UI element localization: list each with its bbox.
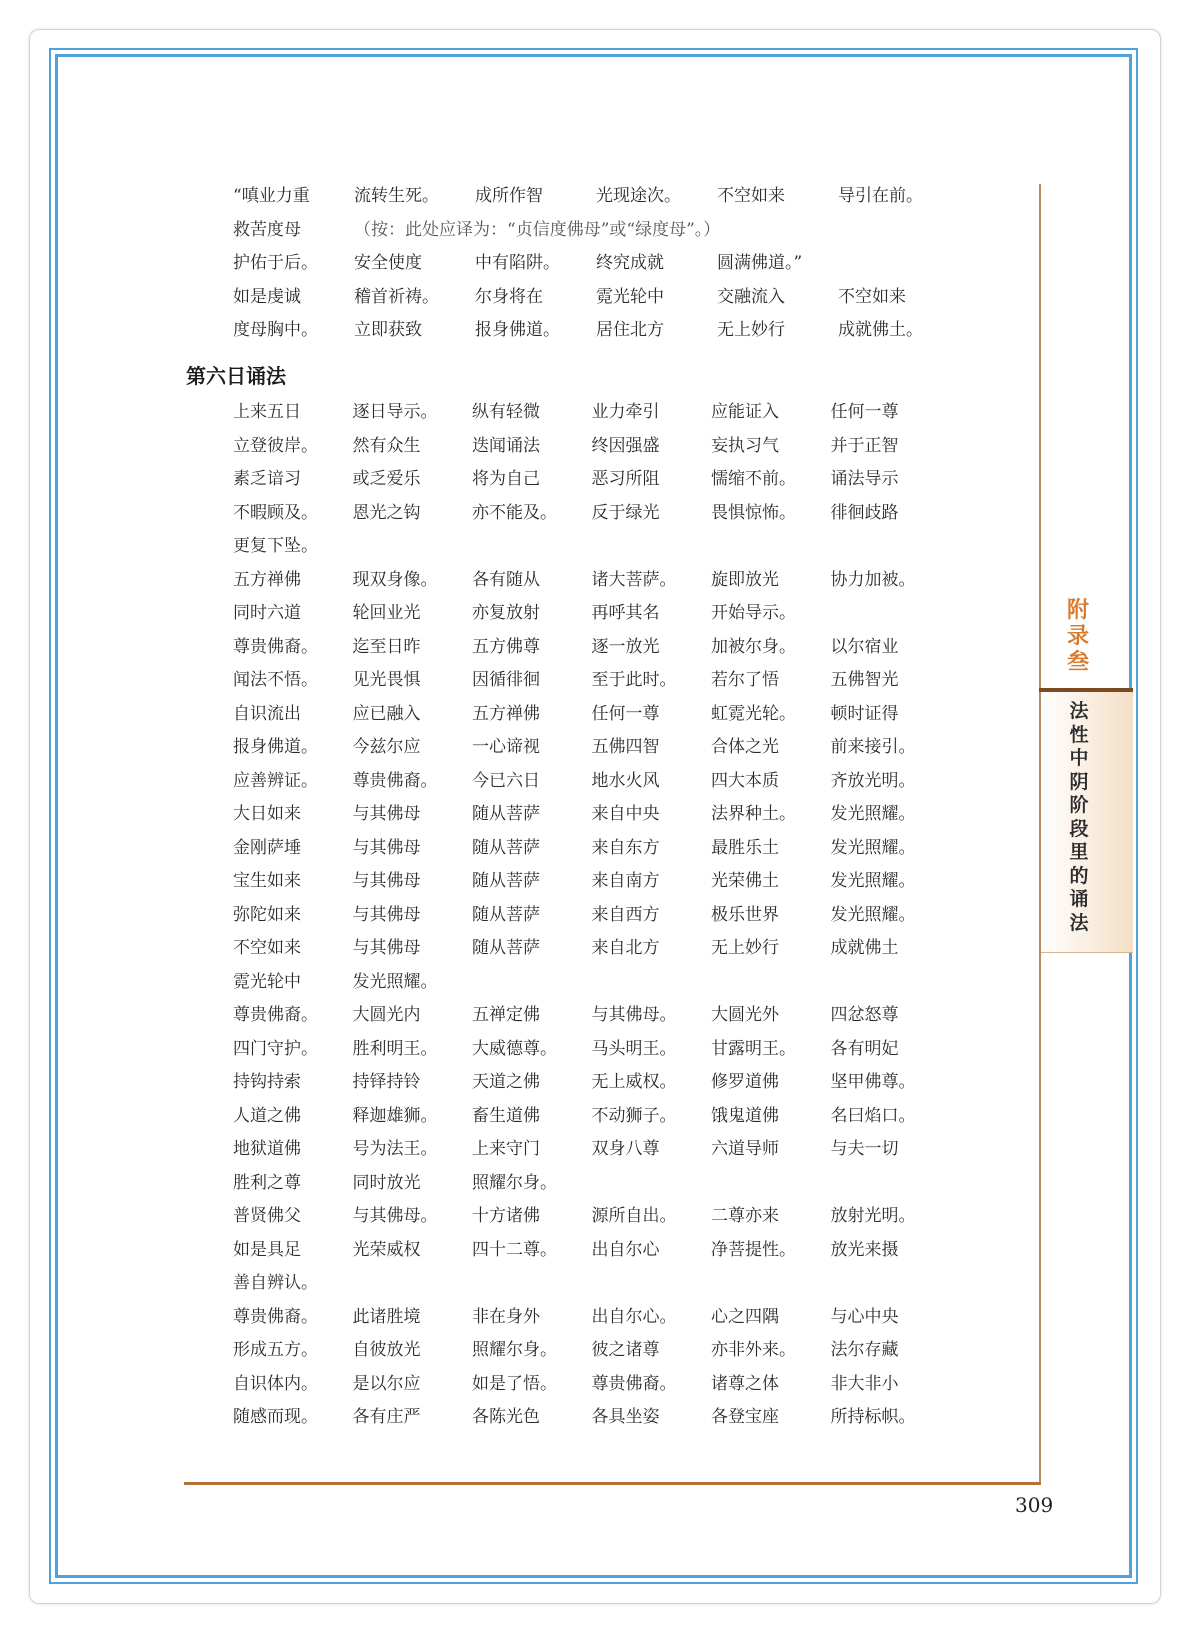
phrase: 心之四隅	[711, 1306, 779, 1327]
phrase: 轮回业光	[352, 603, 421, 623]
phrase: 懦缩不前。	[711, 469, 796, 489]
phrase: 彼之诸尊	[591, 1340, 660, 1360]
phrase: 出自尔心。	[591, 1306, 677, 1327]
phrase: 亦复放射	[472, 603, 540, 623]
phrase: 各陈光色	[472, 1407, 540, 1427]
phrase: 任何一尊	[591, 703, 660, 724]
verse-row	[233, 430, 950, 464]
phrase: 非大非小	[830, 1373, 899, 1394]
phrase: 报身佛道。	[475, 320, 560, 340]
verse-row	[233, 1234, 950, 1268]
phrase: 上来五日	[233, 402, 301, 422]
phrase: 报身佛道。	[233, 737, 318, 757]
phrase: 与其佛母	[352, 871, 421, 891]
phrase: 任何一尊	[830, 402, 899, 422]
section-heading: 第六日诵法	[186, 364, 286, 388]
phrase: 交融流入	[717, 286, 785, 307]
phrase: 尊贵佛裔。	[233, 1005, 318, 1025]
phrase: 逐一放光	[591, 636, 660, 657]
phrase: 如是了悟。	[472, 1373, 557, 1394]
phrase: 甘露明王。	[711, 1038, 796, 1059]
phrase: 出自尔心	[591, 1239, 660, 1260]
phrase: 应能证入	[711, 402, 779, 422]
verse-block-intro	[233, 180, 959, 348]
verse-row	[233, 832, 950, 866]
phrase: 各有庄严	[352, 1407, 421, 1427]
phrase: 见光畏惧	[352, 670, 421, 690]
phrase: 来自北方	[591, 938, 660, 958]
phrase: 五禅定佛	[472, 1005, 540, 1025]
verse-row	[233, 1167, 950, 1201]
phrase: 与其佛母。	[591, 1005, 677, 1025]
phrase: 天道之佛	[472, 1072, 540, 1092]
phrase: 前来接引。	[830, 737, 916, 757]
phrase: 地水火风	[591, 770, 660, 791]
phrase: 如是虔诚	[233, 286, 301, 307]
phrase: 随从菩萨	[472, 837, 540, 858]
phrase: “嗔业力重	[233, 186, 310, 206]
verse-row	[233, 1066, 950, 1100]
phrase: 大圆光外	[711, 1005, 779, 1025]
verse-row	[233, 1267, 950, 1301]
phrase: 尊贵佛裔。	[352, 770, 438, 791]
phrase: 尊贵佛裔。	[591, 1373, 677, 1394]
phrase: 逐日导示。	[352, 402, 438, 422]
phrase: 业力牵引	[591, 402, 660, 422]
phrase: 来自南方	[591, 871, 660, 891]
phrase: 五方佛尊	[472, 636, 540, 657]
phrase: 发光照耀。	[830, 804, 916, 824]
phrase: 因循徘徊	[472, 670, 540, 690]
phrase: 光荣佛土	[711, 871, 779, 891]
phrase: 导引在前。	[838, 186, 923, 206]
phrase: 法尔存藏	[830, 1340, 899, 1360]
verse-row	[233, 1301, 950, 1335]
verse-row	[233, 530, 950, 564]
phrase: 普贤佛父	[233, 1206, 301, 1226]
phrase: 形成五方。	[233, 1340, 318, 1360]
phrase: 五佛四智	[591, 737, 660, 757]
verse-row	[233, 1033, 950, 1067]
phrase: 畜生道佛	[472, 1105, 540, 1126]
verse-row	[233, 463, 950, 497]
phrase: 并于正智	[830, 435, 899, 456]
verse-row	[233, 698, 950, 732]
phrase: 四忿怒尊	[830, 1005, 899, 1025]
phrase: 胜利明王。	[352, 1038, 438, 1059]
phrase: 诸尊之体	[711, 1373, 779, 1394]
phrase: 协力加被。	[830, 569, 916, 590]
verse-row	[233, 1401, 950, 1435]
phrase: 虹霓光轮。	[711, 703, 796, 724]
phrase: 自识体内。	[233, 1373, 318, 1394]
phrase: 与其佛母	[352, 804, 421, 824]
phrase: 光现途次。	[596, 186, 681, 206]
phrase: 随从菩萨	[472, 938, 540, 958]
phrase: 恩光之钩	[352, 502, 421, 523]
phrase: 中有陷阱。	[475, 253, 560, 273]
phrase: 与其佛母。	[352, 1206, 438, 1226]
phrase: 成就佛土。	[838, 320, 923, 340]
verse-row	[233, 497, 950, 531]
phrase: 齐放光明。	[830, 770, 916, 791]
verse-row	[233, 966, 950, 1000]
phrase: 随感而现。	[233, 1407, 318, 1427]
phrase: 净菩提性。	[711, 1239, 796, 1260]
phrase: 徘徊歧路	[830, 502, 899, 523]
phrase: 至于此时。	[591, 670, 677, 690]
phrase: 立即获致	[354, 320, 422, 340]
verse-row	[233, 1368, 950, 1402]
phrase: 发光照耀。	[352, 971, 438, 992]
phrase: 四门守护。	[233, 1038, 318, 1059]
phrase: 若尔了悟	[711, 670, 779, 690]
phrase: 法界种土。	[711, 804, 796, 824]
phrase: 自识流出	[233, 703, 301, 724]
phrase: 四十二尊。	[472, 1239, 557, 1260]
verse-block-day-six	[233, 396, 950, 1435]
phrase: 是以尔应	[352, 1373, 421, 1394]
phrase: 或乏爱乐	[352, 469, 421, 489]
phrase: 反于绿光	[591, 502, 660, 523]
verse-row	[233, 396, 950, 430]
phrase: 闻法不悟。	[233, 670, 318, 690]
phrase: 随从菩萨	[472, 904, 540, 925]
phrase: 此诸胜境	[352, 1306, 421, 1327]
phrase: 大威德尊。	[472, 1038, 557, 1059]
verse-row	[233, 1133, 950, 1167]
phrase: 五方禅佛	[472, 703, 540, 724]
phrase: 来自西方	[591, 904, 660, 925]
phrase: 迄至日昨	[352, 636, 421, 657]
phrase: 各有随从	[472, 569, 540, 590]
phrase: 无上威权。	[591, 1072, 677, 1092]
phrase: 妄执习气	[711, 435, 779, 456]
verse-row	[233, 664, 950, 698]
phrase: 亦不能及。	[472, 502, 557, 523]
phrase: 弥陀如来	[233, 904, 301, 925]
phrase: 持钩持索	[233, 1072, 301, 1092]
phrase: 大圆光内	[352, 1005, 421, 1025]
phrase: 应已融入	[352, 703, 421, 724]
verse-line	[233, 281, 959, 315]
phrase: 安全使度	[354, 253, 422, 273]
phrase: 更复下坠。	[233, 536, 318, 556]
phrase: 马头明王。	[591, 1038, 677, 1059]
phrase: 来自中央	[591, 804, 660, 824]
appendix-tab-subtitle: 法性中阴阶段里的诵法	[1069, 700, 1089, 934]
phrase: 终因强盛	[591, 435, 660, 456]
phrase: 同时放光	[352, 1172, 421, 1193]
phrase: 照耀尔身。	[472, 1172, 557, 1193]
phrase: 开始导示。	[711, 603, 796, 623]
phrase: 不空如来	[838, 286, 906, 307]
phrase: 人道之佛	[233, 1105, 301, 1126]
verse-row	[233, 865, 950, 899]
phrase: 六道导师	[711, 1139, 779, 1159]
phrase: 一心谛视	[472, 737, 540, 757]
phrase: 现双身像。	[352, 569, 438, 590]
phrase: 立登彼岸。	[233, 435, 318, 456]
phrase: 加被尔身。	[711, 636, 796, 657]
phrase: 五方禅佛	[233, 569, 301, 590]
verse-row	[233, 631, 950, 665]
phrase: 与其佛母	[352, 938, 421, 958]
phrase: 度母胸中。	[233, 320, 318, 340]
phrase: 同时六道	[233, 603, 301, 623]
phrase: 四大本质	[711, 770, 779, 791]
phrase: 地狱道佛	[233, 1139, 301, 1159]
verse-row	[233, 564, 950, 598]
phrase: 无上妙行	[717, 320, 785, 340]
phrase: 亦非外来。	[711, 1340, 796, 1360]
phrase: 极乐世界	[711, 904, 779, 925]
phrase: 纵有轻微	[472, 402, 540, 422]
phrase: 霓光轮中	[596, 286, 664, 307]
phrase: 最胜乐土	[711, 837, 779, 858]
phrase: 饿鬼道佛	[711, 1105, 779, 1126]
verse-line	[233, 214, 959, 248]
phrase: 圆满佛道。”	[717, 253, 803, 273]
phrase: 上来守门	[472, 1139, 540, 1159]
phrase: 与其佛母	[352, 837, 421, 858]
phrase: 持铎持铃	[352, 1072, 421, 1092]
phrase: 二尊亦来	[711, 1206, 779, 1226]
phrase: 善自辨认。	[233, 1273, 318, 1293]
phrase: 然有众生	[352, 435, 421, 456]
phrase: 光荣威权	[352, 1239, 421, 1260]
phrase: 今已六日	[472, 770, 540, 791]
phrase: 金刚萨埵	[233, 837, 301, 858]
phrase: 尔身将在	[475, 286, 543, 307]
phrase: 恶习所阻	[591, 469, 660, 489]
phrase: 随从菩萨	[472, 804, 540, 824]
phrase: 尊贵佛裔。	[233, 636, 318, 657]
phrase: 迭闻诵法	[472, 435, 540, 456]
phrase: 各有明妃	[830, 1038, 899, 1059]
phrase: 修罗道佛	[711, 1072, 779, 1092]
verse-row	[233, 999, 950, 1033]
verse-row	[233, 765, 950, 799]
phrase: 发光照耀。	[830, 904, 916, 925]
phrase: 不空如来	[233, 938, 301, 958]
phrase: 合体之光	[711, 737, 779, 757]
translator-note: （按：此处应译为：“贞信度佛母”或“绿度母”。）	[354, 219, 721, 240]
phrase: 照耀尔身。	[472, 1340, 557, 1360]
phrase: 放光来摄	[830, 1239, 899, 1260]
phrase: 释迦雄狮。	[352, 1105, 438, 1126]
phrase: 与夫一切	[830, 1139, 899, 1159]
phrase: 终究成就	[596, 253, 664, 273]
phrase: 号为法王。	[352, 1139, 438, 1159]
verse-row	[233, 1334, 950, 1368]
phrase: 各登宝座	[711, 1407, 779, 1427]
phrase: 非在身外	[472, 1306, 540, 1327]
phrase: 再呼其名	[591, 603, 660, 623]
phrase: 居住北方	[596, 320, 664, 340]
phrase: 救苦度母	[233, 219, 301, 240]
verse-row	[233, 731, 950, 765]
phrase: 大日如来	[233, 804, 301, 824]
verse-row	[233, 597, 950, 631]
phrase: 宝生如来	[233, 871, 301, 891]
phrase: 诸大菩萨。	[591, 569, 677, 590]
phrase: 坚甲佛尊。	[830, 1072, 916, 1092]
appendix-tab-title: 附录叁	[1066, 598, 1089, 675]
phrase: 五佛智光	[830, 670, 899, 690]
verse-line	[233, 247, 959, 281]
bottom-rule	[184, 1482, 1041, 1485]
verse-row	[233, 1100, 950, 1134]
phrase: 十方诸佛	[472, 1206, 540, 1226]
phrase: 成所作智	[475, 186, 543, 206]
phrase: 畏惧惊怖。	[711, 502, 796, 523]
phrase: 今兹尔应	[352, 737, 421, 757]
verse-line	[233, 180, 959, 214]
phrase: 双身八尊	[591, 1139, 660, 1159]
phrase: 霓光轮中	[233, 971, 301, 992]
phrase: 稽首祈祷。	[354, 286, 439, 307]
phrase: 将为自己	[472, 469, 540, 489]
verse-row	[233, 932, 950, 966]
phrase: 发光照耀。	[830, 837, 916, 858]
phrase: 随从菩萨	[472, 871, 540, 891]
phrase: 诵法导示	[830, 469, 899, 489]
verse-row	[233, 899, 950, 933]
page-number: 309	[1015, 1493, 1054, 1517]
phrase: 名曰焰口。	[830, 1105, 916, 1126]
phrase: 与心中央	[830, 1306, 899, 1327]
phrase: 素乏谙习	[233, 469, 301, 489]
phrase: 以尔宿业	[830, 636, 899, 657]
phrase: 源所自出。	[591, 1206, 677, 1226]
phrase: 护佑于后。	[233, 253, 318, 273]
phrase: 应善辨证。	[233, 770, 318, 791]
phrase: 发光照耀。	[830, 871, 916, 891]
verse-line	[233, 314, 959, 348]
phrase: 放射光明。	[830, 1206, 916, 1226]
phrase: 顿时证得	[830, 703, 899, 724]
phrase: 所持标帜。	[830, 1407, 916, 1427]
phrase: 不空如来	[717, 186, 785, 206]
phrase: 自彼放光	[352, 1340, 421, 1360]
phrase: 如是具足	[233, 1239, 301, 1260]
phrase: 各具坐姿	[591, 1407, 660, 1427]
phrase: 旋即放光	[711, 569, 779, 590]
phrase: 来自东方	[591, 837, 660, 858]
verse-row	[233, 1200, 950, 1234]
phrase: 不暇顾及。	[233, 502, 318, 523]
phrase: 不动狮子。	[591, 1105, 677, 1126]
phrase: 尊贵佛裔。	[233, 1306, 318, 1327]
verse-row	[233, 798, 950, 832]
phrase: 成就佛土	[830, 938, 899, 958]
phrase: 无上妙行	[711, 938, 779, 958]
phrase: 胜利之尊	[233, 1172, 301, 1193]
phrase: 流转生死。	[354, 186, 439, 206]
phrase: 与其佛母	[352, 904, 421, 925]
